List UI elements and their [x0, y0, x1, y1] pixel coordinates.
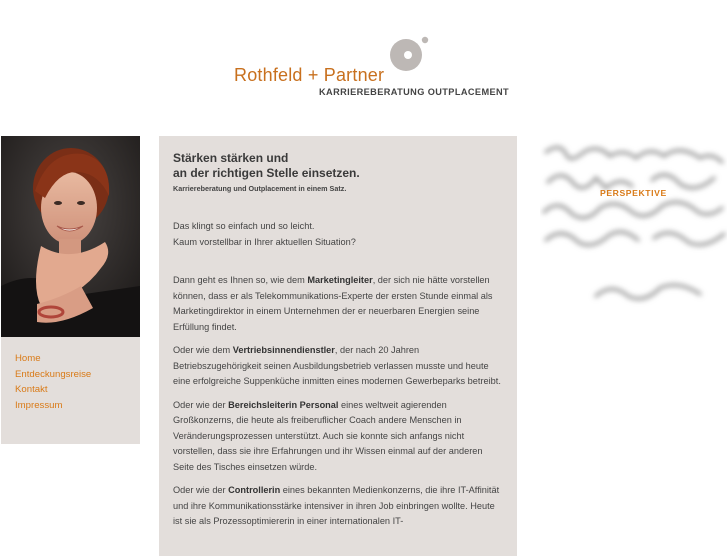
perspective-teaser[interactable]	[540, 138, 727, 308]
intro-line-1: Das klingt so einfach und so leicht.	[173, 221, 315, 231]
portrait-image	[1, 136, 140, 337]
story-paragraph-4	[173, 483, 503, 530]
story-paragraph-3	[173, 398, 503, 476]
nav-item-impressum[interactable]: Impressum	[15, 399, 63, 411]
brand-logo[interactable]	[234, 32, 510, 102]
portrait-photo	[1, 136, 140, 337]
nav-item-kontakt[interactable]: Kontakt	[15, 384, 48, 395]
headline-line-1: Stärken stärken und	[173, 151, 289, 165]
story-4-text-rest: eines bekannten Medienkonzerns, die ihre IT-Affinität und ihre Kommunikationsstärke intensiver in ihren Job einbringen wollte. Heute ist sie als Prozessoptimiererin in einer internationalen IT-	[173, 485, 500, 526]
story-1-role: Marketingleiter	[307, 275, 373, 285]
perspective-link[interactable]: PERSPEKTIVE	[600, 188, 667, 198]
brand-name: Rothfeld + Partner	[234, 65, 385, 85]
page-headline	[173, 151, 503, 181]
blurred-handwriting-decoration	[540, 138, 727, 308]
story-4-role: Controllerin	[228, 485, 281, 495]
intro-paragraph	[173, 219, 503, 250]
story-4-text: Oder wie der	[173, 485, 229, 495]
story-2-text-rest: , der nach 20 Jahren Betriebszugehörigkeit seinen Ausbildungsbetrieb verlassen musste und heute eine erfolgreiche Suppenküche inmitten eines modernen Gewerbeparks betreibt.	[173, 345, 501, 386]
story-paragraph-2	[173, 343, 503, 390]
story-3-text-rest: eines weltweit agierenden Großkonzerns, die heute als freiberuflicher Coach andere Menschen in Veränderungsprozessen unterstützt. Auch sie konnte sich anfangs nicht vorstellen, dass sie ihre Erfahrungen und ihr Wissen einmal auf der anderen Seite des Tisches einsetzen würde.	[173, 399, 483, 472]
story-2-role: Vertriebsinnendienstler	[232, 345, 335, 355]
story-3-text: Oder wie der	[173, 399, 229, 410]
page-subline: Karriereberatung und Outplacement in einem Satz.	[173, 184, 347, 193]
main-content	[159, 136, 517, 556]
nav-item-entdeckungsreise[interactable]: Entdeckungsreise	[15, 368, 92, 380]
story-2-text: Oder wie dem	[173, 345, 233, 355]
story-paragraph-1	[173, 273, 503, 335]
brand-tagline: KARRIEREBERATUNG OUTPLACEMENT	[319, 87, 510, 97]
intro-line-2: Kaum vorstellbar in Ihrer aktuellen Situation?	[173, 236, 356, 247]
logo-circle-icon	[390, 35, 432, 73]
nav-item-home[interactable]: Home	[15, 353, 41, 364]
story-3-role: Bereichsleiterin Personal	[228, 399, 339, 410]
headline-line-2: an der richtigen Stelle einsetzen.	[173, 166, 360, 180]
story-1-text: Dann geht es Ihnen so, wie dem	[173, 275, 308, 285]
story-1-text-rest: , der sich nie hätte vorstellen können, dass er als Telekommunikations-Experte der ersten Stunde einmal als Marketingdirektor in einem Unternehmen der er neuerbaren Energien seine Erfüllung findet.	[173, 275, 493, 332]
main-navigation	[1, 337, 140, 444]
